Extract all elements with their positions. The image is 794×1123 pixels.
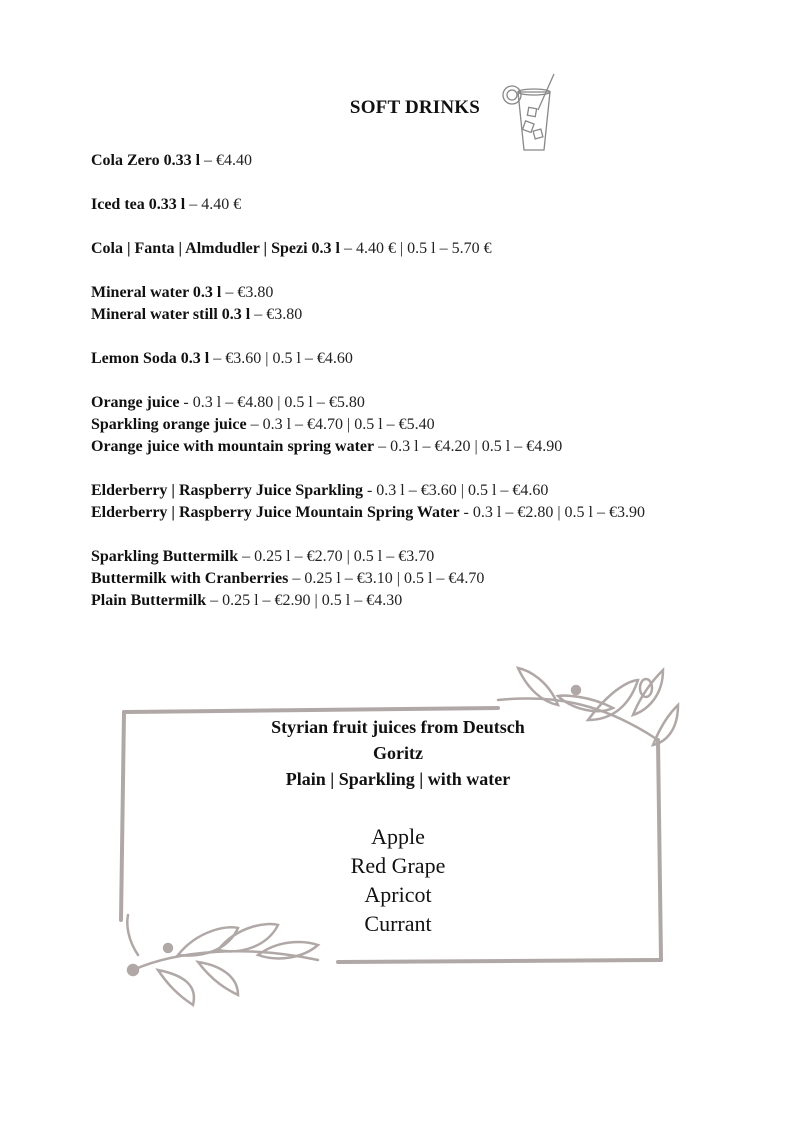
spacer bbox=[91, 172, 781, 194]
menu-item bbox=[91, 304, 781, 326]
menu-item bbox=[91, 502, 781, 524]
fruit-item: Apple bbox=[371, 824, 425, 849]
menu-item-price: – €3.80 bbox=[221, 284, 274, 301]
menu-item bbox=[91, 238, 781, 260]
menu-item-price: – 4.40 € bbox=[185, 196, 242, 213]
menu-item-price: - 0.3 l – €4.80 | 0.5 l – €5.80 bbox=[179, 394, 365, 411]
menu-item bbox=[91, 282, 781, 304]
spacer bbox=[91, 524, 781, 546]
menu-item-name: Plain Buttermilk bbox=[91, 592, 207, 609]
menu-item bbox=[91, 436, 781, 458]
drinks-list bbox=[91, 150, 781, 612]
menu-item bbox=[91, 480, 781, 502]
menu-item-name: Sparkling orange juice bbox=[91, 416, 247, 433]
menu-item-name: Cola | Fanta | Almdudler | Spezi 0.3 l bbox=[91, 240, 340, 257]
menu-item bbox=[91, 392, 781, 414]
menu-item-name: Cola Zero 0.33 l bbox=[91, 152, 201, 169]
menu-item bbox=[91, 348, 781, 370]
spacer bbox=[91, 260, 781, 282]
menu-item-name: Orange juice with mountain spring water bbox=[91, 438, 375, 455]
menu-item-price: – 0.3 l – €4.70 | 0.5 l – €5.40 bbox=[246, 416, 435, 433]
menu-item bbox=[91, 546, 781, 568]
menu-item bbox=[91, 590, 781, 612]
spacer bbox=[91, 458, 781, 480]
spacer bbox=[91, 216, 781, 238]
fruit-list bbox=[248, 822, 548, 938]
menu-item-price: – 0.3 l – €4.20 | 0.5 l – €4.90 bbox=[374, 438, 563, 455]
spacer bbox=[91, 370, 781, 392]
menu-item-price: - 0.3 l – €3.60 | 0.5 l – €4.60 bbox=[362, 482, 549, 499]
spacer bbox=[91, 326, 781, 348]
menu-item-name: Orange juice bbox=[91, 394, 180, 411]
cocktail-glass-icon bbox=[498, 70, 560, 154]
menu-item-name: Elderberry | Raspberry Juice Sparkling bbox=[91, 482, 363, 499]
menu-item-price: – 0.25 l – €2.90 | 0.5 l – €4.30 bbox=[206, 592, 403, 609]
menu-item bbox=[91, 194, 781, 216]
menu-item-name: Iced tea 0.33 l bbox=[91, 196, 186, 213]
menu-item-name: Buttermilk with Cranberries bbox=[91, 570, 289, 587]
menu-item bbox=[91, 568, 781, 590]
menu-item-price: – €4.40 bbox=[200, 152, 253, 169]
menu-item-price: – 0.25 l – €3.10 | 0.5 l – €4.70 bbox=[288, 570, 485, 587]
menu-item-name: Lemon Soda 0.3 l bbox=[91, 350, 210, 367]
menu-item-price: – 0.25 l – €2.70 | 0.5 l – €3.70 bbox=[238, 548, 435, 565]
box-heading: Styrian fruit juices from Deutsch Goritz Plain | Sparkling | with water bbox=[271, 717, 525, 789]
menu-item bbox=[91, 414, 781, 436]
fruit-juice-box bbox=[248, 714, 548, 938]
menu-item-name: Sparkling Buttermilk bbox=[91, 548, 239, 565]
menu-item-price: – 4.40 € | 0.5 l – 5.70 € bbox=[339, 240, 492, 257]
fruit-item: Apricot bbox=[364, 882, 432, 907]
fruit-item: Currant bbox=[364, 911, 432, 936]
menu-item-name: Mineral water 0.3 l bbox=[91, 284, 222, 301]
menu-item-price: - 0.3 l – €2.80 | 0.5 l – €3.90 bbox=[459, 504, 645, 521]
menu-item-name: Mineral water still 0.3 l bbox=[91, 306, 251, 323]
menu-item-price: – €3.80 bbox=[250, 306, 303, 323]
menu-item bbox=[91, 150, 781, 172]
page-title: SOFT DRINKS bbox=[349, 97, 481, 118]
menu-item-price: – €3.60 | 0.5 l – €4.60 bbox=[209, 350, 353, 367]
menu-item-name: Elderberry | Raspberry Juice Mountain Spring Water bbox=[91, 504, 460, 521]
fruit-item: Red Grape bbox=[350, 853, 446, 878]
